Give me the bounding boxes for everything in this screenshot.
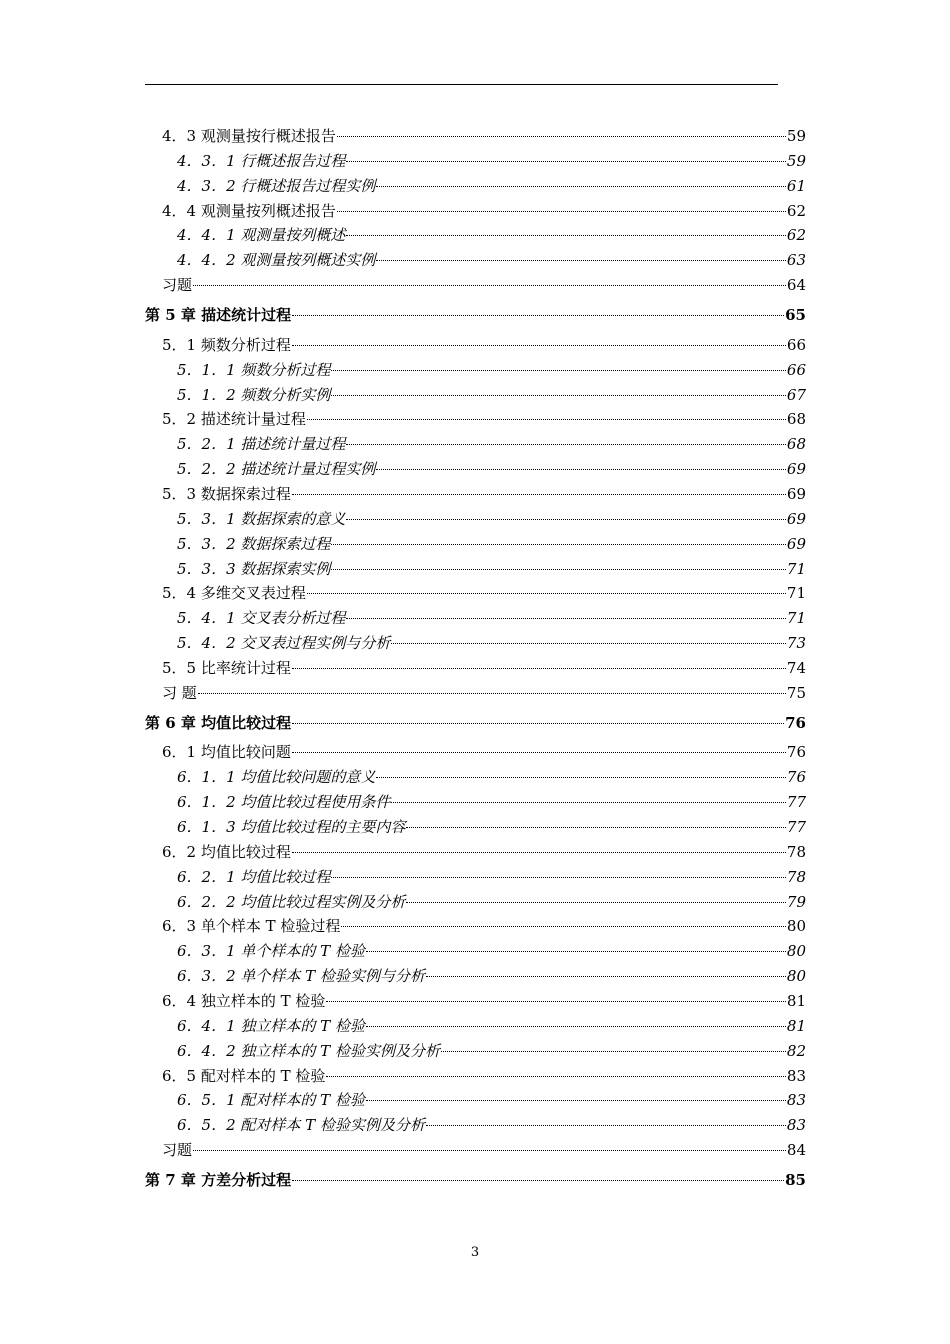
toc-entry-page: 69 — [786, 484, 806, 503]
toc-dot-leader — [391, 642, 786, 644]
toc-dot-leader — [292, 314, 784, 316]
toc-entry-page: 69 — [786, 509, 806, 528]
toc-entry[interactable] — [177, 890, 806, 915]
toc-entry-title: 5．2．2 描述统计量过程实例 — [177, 460, 376, 479]
toc-entry-title: 4．4．2 观测量按列概述实例 — [177, 251, 376, 270]
toc-entry-page: 71 — [786, 559, 806, 578]
toc-entry-title: 6．4 独立样本的 T 检验 — [162, 991, 326, 1010]
toc-dot-leader — [292, 722, 784, 724]
toc-dot-leader — [331, 876, 786, 878]
toc-entry-page: 67 — [786, 385, 806, 404]
toc-entry[interactable] — [177, 383, 806, 408]
toc-entry-page: 76 — [785, 713, 806, 732]
toc-entry-page: 80 — [786, 942, 806, 961]
toc-entry-title: 5．2．1 描述统计量过程 — [177, 435, 346, 454]
toc-entry[interactable] — [177, 790, 806, 815]
toc-entry[interactable] — [177, 557, 806, 582]
toc-entry[interactable] — [177, 865, 806, 890]
toc-entry-title: 6．4．2 独立样本的 T 检验实例及分析 — [177, 1041, 440, 1060]
toc-entry-page: 68 — [786, 410, 806, 429]
toc-entry-title: 第 7 章 方差分析过程 — [145, 1170, 292, 1189]
toc-dot-leader — [346, 234, 786, 236]
toc-dot-leader — [331, 543, 786, 545]
toc-dot-leader — [193, 284, 786, 286]
toc-entry[interactable] — [177, 507, 806, 532]
toc-dot-leader — [198, 692, 786, 694]
toc-entry-page: 66 — [786, 360, 806, 379]
toc-entry-page: 77 — [786, 818, 806, 836]
toc-entry[interactable] — [177, 1039, 806, 1064]
toc-entry-title: 6．3．1 单个样本的 T 检验 — [177, 942, 365, 961]
toc-entry-title: 6．5．2 配对样本 T 检验实例及分析 — [177, 1116, 425, 1135]
toc-entry-title: 6．2．1 均值比较过程 — [177, 867, 331, 886]
header-rule — [145, 84, 778, 85]
toc-dot-leader — [426, 975, 786, 977]
toc-entry-title: 5．1 频数分析过程 — [162, 335, 291, 354]
toc-chapter-entry[interactable] — [145, 1168, 806, 1193]
toc-entry-title: 习 题 — [162, 683, 197, 702]
toc-entry[interactable] — [162, 1064, 806, 1089]
toc-entry-title: 4．3 观测量按行概述报告 — [162, 127, 336, 145]
toc-entry[interactable] — [162, 407, 806, 432]
toc-entry-title: 6．1．1 均值比较问题的意义 — [177, 768, 376, 787]
toc-dot-leader — [331, 369, 786, 371]
toc-dot-leader — [331, 394, 786, 396]
toc-entry-title: 5．4．1 交叉表分析过程 — [177, 609, 346, 628]
toc-entry[interactable] — [177, 631, 806, 656]
toc-entry-page: 84 — [786, 1141, 806, 1159]
toc-entry-page: 79 — [786, 892, 806, 911]
toc-entry-page: 77 — [786, 793, 806, 812]
toc-dot-leader — [331, 568, 786, 570]
toc-entry[interactable] — [177, 358, 806, 383]
toc-entry[interactable] — [177, 964, 806, 989]
toc-entry[interactable] — [162, 914, 806, 939]
toc-entry-title: 第 6 章 均值比较过程 — [145, 713, 292, 732]
toc-entry-title: 5．3．1 数据探索的意义 — [177, 509, 346, 528]
toc-entry-title: 5．3．2 数据探索过程 — [177, 534, 331, 553]
toc-entry-page: 68 — [786, 435, 806, 454]
toc-entry[interactable] — [162, 840, 806, 865]
toc-entry[interactable] — [162, 273, 806, 298]
toc-entry[interactable] — [162, 1138, 806, 1163]
toc-entry[interactable] — [162, 989, 806, 1014]
toc-dot-leader — [326, 1000, 786, 1002]
toc-dot-leader — [307, 592, 786, 594]
toc-entry[interactable] — [162, 482, 806, 507]
toc-dot-leader — [337, 210, 786, 212]
toc-entry-page: 85 — [785, 1170, 806, 1189]
toc-entry-page: 63 — [786, 251, 806, 270]
toc-entry-title: 5．3 数据探索过程 — [162, 484, 291, 503]
toc-dot-leader — [292, 344, 786, 346]
toc-dot-leader — [341, 925, 786, 927]
toc-entry-page: 80 — [786, 967, 806, 986]
toc-dot-leader — [292, 751, 786, 753]
toc-entry-title: 5．4．2 交叉表过程实例与分析 — [177, 634, 391, 652]
toc-dot-leader — [292, 1179, 784, 1181]
toc-entry-page: 61 — [786, 176, 806, 195]
toc-entry[interactable] — [177, 765, 806, 790]
toc-entry-title: 5．1．2 频数分析实例 — [177, 385, 331, 404]
toc-entry-title: 6．1 均值比较问题 — [162, 743, 291, 762]
toc-dot-leader — [376, 776, 786, 778]
toc-entry[interactable] — [177, 1113, 806, 1138]
toc-entry-title: 6．3 单个样本 T 检验过程 — [162, 917, 341, 936]
toc-entry-title: 5．2 描述统计量过程 — [162, 410, 306, 429]
toc-entry-title: 5．5 比率统计过程 — [162, 658, 291, 677]
toc-entry[interactable] — [177, 1014, 806, 1039]
toc-entry-page: 83 — [786, 1116, 806, 1135]
toc-entry-page: 69 — [786, 534, 806, 553]
toc-entry[interactable] — [162, 581, 806, 606]
toc-entry-title: 4．3．2 行概述报告过程实例 — [177, 176, 376, 195]
toc-entry-page: 78 — [786, 867, 806, 886]
toc-dot-leader — [426, 1124, 786, 1126]
toc-entry[interactable] — [177, 223, 806, 248]
toc-entry-page: 83 — [786, 1091, 806, 1110]
toc-entry-page: 71 — [786, 584, 806, 603]
toc-entry-page: 69 — [786, 460, 806, 479]
toc-entry-page: 64 — [786, 276, 806, 295]
toc-entry[interactable] — [162, 199, 806, 224]
toc-entry-page: 65 — [785, 305, 806, 324]
toc-entry[interactable] — [162, 333, 806, 358]
toc-entry-title: 5．4 多维交叉表过程 — [162, 584, 306, 603]
toc-chapter-entry[interactable] — [145, 711, 806, 736]
toc-dot-leader — [376, 185, 786, 187]
toc-entry-title: 习题 — [162, 276, 193, 295]
toc-entry-title: 5．1．1 频数分析过程 — [177, 360, 331, 379]
toc-entry-page: 76 — [786, 768, 806, 787]
toc-entry[interactable] — [177, 1088, 806, 1113]
toc-dot-leader — [292, 493, 786, 495]
toc-entry-page: 83 — [786, 1066, 806, 1085]
toc-entry-title: 5．3．3 数据探索实例 — [177, 559, 331, 578]
toc-dot-leader — [391, 801, 786, 803]
toc-entry[interactable] — [162, 681, 806, 706]
toc-entry-title: 6．1．3 均值比较过程的主要内容 — [177, 818, 406, 836]
toc-entry[interactable] — [162, 656, 806, 681]
toc-dot-leader — [326, 1075, 786, 1077]
toc-entry-page: 66 — [786, 335, 806, 354]
toc-entry-page: 71 — [786, 609, 806, 628]
toc-entry-page: 81 — [786, 1016, 806, 1035]
toc-dot-leader — [376, 468, 786, 470]
toc-entry[interactable] — [162, 124, 806, 149]
toc-entry-title: 4．4．1 观测量按列概述 — [177, 226, 346, 245]
toc-entry[interactable] — [177, 248, 806, 273]
toc-entry-page: 59 — [786, 127, 806, 145]
toc-entry-title: 习题 — [162, 1141, 193, 1159]
toc-dot-leader — [406, 901, 786, 903]
toc-entry-page: 82 — [786, 1041, 806, 1060]
toc-dot-leader — [366, 1099, 786, 1101]
toc-entry-title: 6．2 均值比较过程 — [162, 842, 291, 861]
toc-dot-leader — [292, 667, 786, 669]
page-number: 3 — [470, 1245, 480, 1260]
toc-entry-page: 75 — [786, 683, 806, 702]
toc-dot-leader — [193, 1149, 786, 1151]
toc-entry-title: 第 5 章 描述统计过程 — [145, 305, 292, 324]
toc-entry-page: 62 — [786, 201, 806, 220]
toc-entry-title: 6．5．1 配对样本的 T 检验 — [177, 1091, 365, 1110]
toc-entry[interactable] — [162, 740, 806, 765]
toc-entry-title: 6．4．1 独立样本的 T 检验 — [177, 1016, 365, 1035]
toc-entry-page: 80 — [786, 917, 806, 936]
toc-entry-title: 6．5 配对样本的 T 检验 — [162, 1066, 326, 1085]
toc-entry[interactable] — [177, 432, 806, 457]
toc-entry-page: 74 — [786, 658, 806, 677]
toc-entry[interactable] — [177, 606, 806, 631]
toc-dot-leader — [346, 160, 786, 162]
toc-entry-title: 6．1．2 均值比较过程使用条件 — [177, 793, 391, 812]
toc-entry-page: 81 — [786, 991, 806, 1010]
toc-dot-leader — [366, 950, 786, 952]
toc-dot-leader — [441, 1050, 786, 1052]
toc-dot-leader — [346, 617, 786, 619]
toc-entry-title: 6．2．2 均值比较过程实例及分析 — [177, 892, 406, 911]
toc-dot-leader — [346, 443, 786, 445]
toc-entry[interactable] — [177, 174, 806, 199]
toc-entry-title: 4．3．1 行概述报告过程 — [177, 151, 346, 170]
toc-dot-leader — [337, 135, 786, 137]
toc-entry[interactable] — [177, 149, 806, 174]
toc-entry[interactable] — [177, 815, 806, 840]
toc-entry-page: 76 — [786, 743, 806, 762]
toc-dot-leader — [292, 851, 786, 853]
toc-entry-page: 78 — [786, 842, 806, 861]
toc-entry-page: 73 — [786, 634, 806, 652]
toc-entry-page: 59 — [786, 151, 806, 170]
toc-entry[interactable] — [177, 457, 806, 482]
toc-entry[interactable] — [177, 939, 806, 964]
toc-dot-leader — [346, 518, 786, 520]
toc-dot-leader — [366, 1025, 786, 1027]
toc-entry[interactable] — [177, 532, 806, 557]
toc-entry-title: 6．3．2 单个样本 T 检验实例与分析 — [177, 967, 425, 986]
toc-dot-leader — [376, 259, 786, 261]
toc-chapter-entry[interactable] — [145, 303, 806, 328]
toc-entry-page: 62 — [786, 226, 806, 245]
toc-dot-leader — [307, 418, 786, 420]
toc-dot-leader — [406, 826, 786, 828]
toc-entry-title: 4．4 观测量按列概述报告 — [162, 201, 336, 220]
